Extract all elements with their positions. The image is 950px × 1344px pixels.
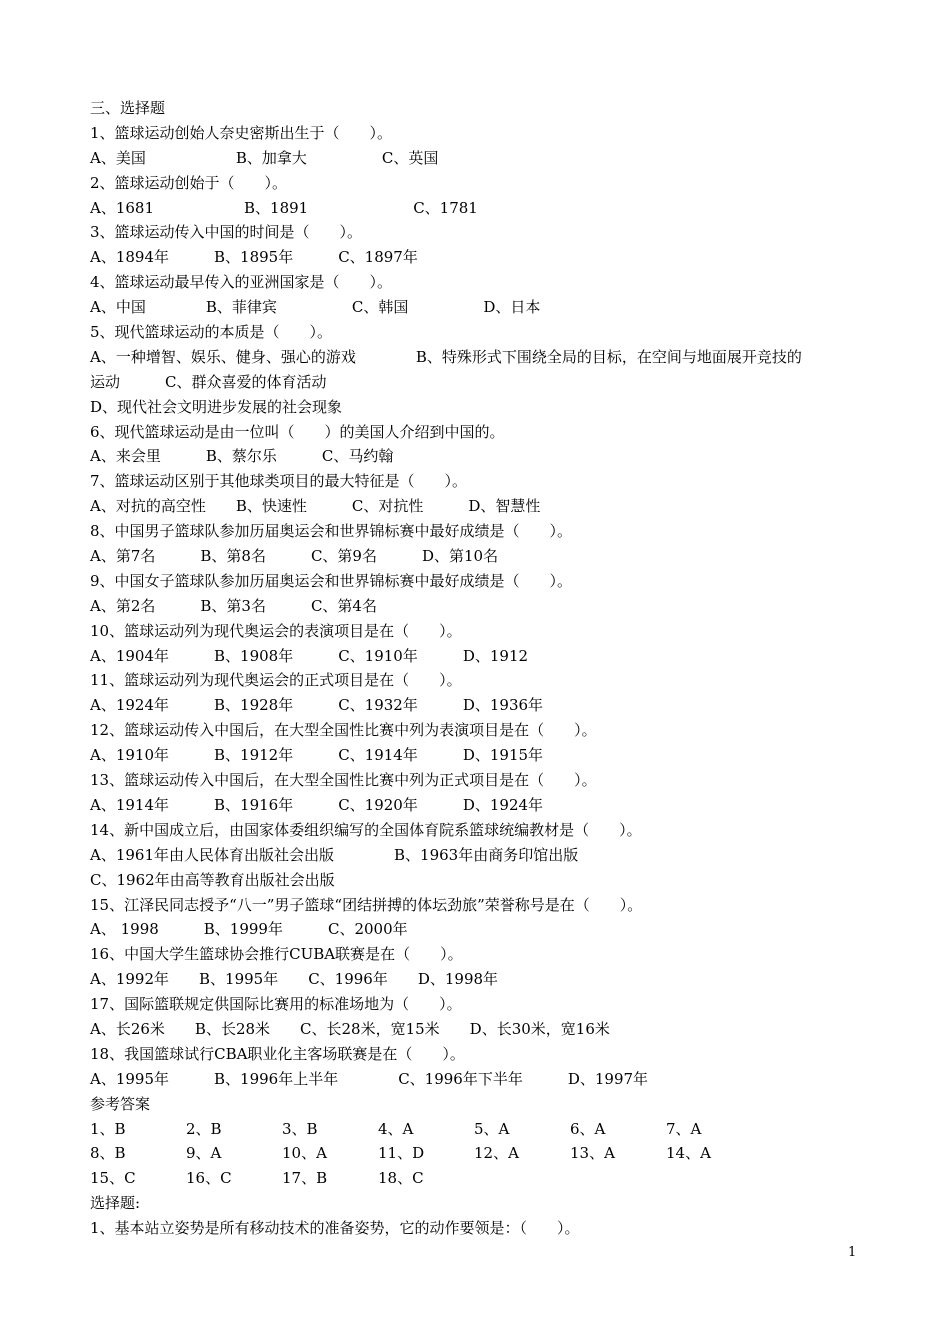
answer-grid [90,1117,880,1192]
text-line: A、第2名 B、第3名 C、第4名 [90,596,377,615]
text-line: A、1924年 B、1928年 C、1932年 D、1936年 [90,696,544,715]
answer-cell: 8、B [90,1144,126,1163]
answer-cell: 1、B [90,1119,126,1138]
text-line: A、 1998 B、1999年 C、2000年 [90,920,408,939]
text-line: 4、篮球运动最早传入的亚洲国家是（ ）。 [90,273,393,292]
text-line: 9、中国女子篮球队参加历届奥运会和世界锦标赛中最好成绩是（ ）。 [90,571,573,590]
text-line: A、1681 B、1891 C、1781 [90,198,478,217]
section2-question: 1、基本站立姿势是所有移动技术的准备姿势，它的动作要领是：（ ）。 [90,1219,580,1238]
text-line: 12、篮球运动传入中国后，在大型全国性比赛中列为表演项目是在（ ）。 [90,721,597,740]
text-line: 16、中国大学生篮球协会推行CUBA联赛是在（ ）。 [90,945,463,964]
text-line: A、来会里 B、蔡尔乐 C、马约翰 [90,447,394,466]
answer-cell: 10、A [282,1144,327,1163]
section2-title: 选择题: [90,1194,141,1213]
answer-cell: 2、B [186,1119,222,1138]
answer-cell: 11、D [378,1144,425,1163]
text-line: 17、国际篮联规定供国际比赛用的标准场地为（ ）。 [90,995,462,1014]
text-line: A、1904年 B、1908年 C、1910年 D、1912 [90,646,529,665]
text-line: A、1910年 B、1912年 C、1914年 D、1915年 [90,746,544,765]
text-line: D、现代社会文明进步发展的社会现象 [90,397,343,416]
answer-cell: 12、A [474,1144,519,1163]
answer-row [90,1166,880,1191]
answer-row [90,1141,880,1166]
answer-cell: 17、B [282,1169,328,1188]
answer-cell: 15、C [90,1169,136,1188]
document-page [90,96,880,1241]
answer-cell: 18、C [378,1169,424,1188]
answer-cell: 5、A [474,1119,510,1138]
text-line: 14、新中国成立后，由国家体委组织编写的全国体育院系篮球统编教材是（ ）。 [90,820,642,839]
text-line: C、1962年由高等教育出版社会出版 [90,870,335,889]
answer-cell: 9、A [186,1144,222,1163]
answers-title: 参考答案 [90,1094,151,1113]
text-line: 18、我国篮球试行CBA职业化主客场联赛是在（ ）。 [90,1044,465,1063]
text-line: 10、篮球运动列为现代奥运会的表演项目是在（ ）。 [90,621,462,640]
text-line: 5、现代篮球运动的本质是（ ）。 [90,323,333,342]
text-line: A、1995年 B、1996年上半年 C、1996年下半年 D、1997年 [90,1069,649,1088]
text-line: 7、篮球运动区别于其他球类项目的最大特征是（ ）。 [90,472,468,491]
answer-row [90,1117,880,1142]
text-line: 1、篮球运动创始人奈史密斯出生于（ ）。 [90,123,393,142]
text-line: 6、现代篮球运动是由一位叫（ ）的美国人介绍到中国的。 [90,422,505,441]
text-line: A、1961年由人民体育出版社会出版 B、1963年由商务印馆出版 [90,845,579,864]
text-line: 2、篮球运动创始于（ ）。 [90,173,288,192]
answer-cell: 16、C [186,1169,232,1188]
question-list [90,121,880,1092]
text-line: A、一种增智、娱乐、健身、强心的游戏 B、特殊形式下围绕全局的目标，在空间与地面展开竞技的 [90,347,802,366]
text-line: 11、篮球运动列为现代奥运会的正式项目是在（ ）。 [90,671,462,690]
text-line: A、长26米 B、长28米 C、长28米，宽15米 D、长30米，宽16米 [90,1019,610,1038]
text-line: A、美国 B、加拿大 C、英国 [90,148,439,167]
answer-cell: 13、A [570,1144,615,1163]
text-line: A、中国 B、菲律宾 C、韩国 D、日本 [90,298,541,317]
page-number: 1 [848,1245,857,1260]
text-line: A、1992年 B、1995年 C、1996年 D、1998年 [90,970,499,989]
text-line: A、第7名 B、第8名 C、第9名 D、第10名 [90,547,499,566]
text-line: 13、篮球运动传入中国后，在大型全国性比赛中列为正式项目是在（ ）。 [90,771,597,790]
answer-cell: 7、A [666,1119,702,1138]
text-line: A、1894年 B、1895年 C、1897年 [90,248,418,267]
text-line: 运动 C、群众喜爱的体育活动 [90,372,327,391]
answer-cell: 3、B [282,1119,318,1138]
text-line: 8、中国男子篮球队参加历届奥运会和世界锦标赛中最好成绩是（ ）。 [90,522,573,541]
text-line: A、1914年 B、1916年 C、1920年 D、1924年 [90,795,544,814]
text-line: 15、江泽民同志授予“八一”男子篮球“团结拼搏的体坛劲旅”荣誉称号是在（ ）。 [90,895,643,914]
answer-cell: 6、A [570,1119,606,1138]
text-line: 3、篮球运动传入中国的时间是（ ）。 [90,223,363,242]
text-line: A、对抗的高空性 B、快速性 C、对抗性 D、智慧性 [90,497,541,516]
answer-cell: 14、A [666,1144,711,1163]
answer-cell: 4、A [378,1119,414,1138]
section-heading: 三、选择题 [90,99,166,117]
